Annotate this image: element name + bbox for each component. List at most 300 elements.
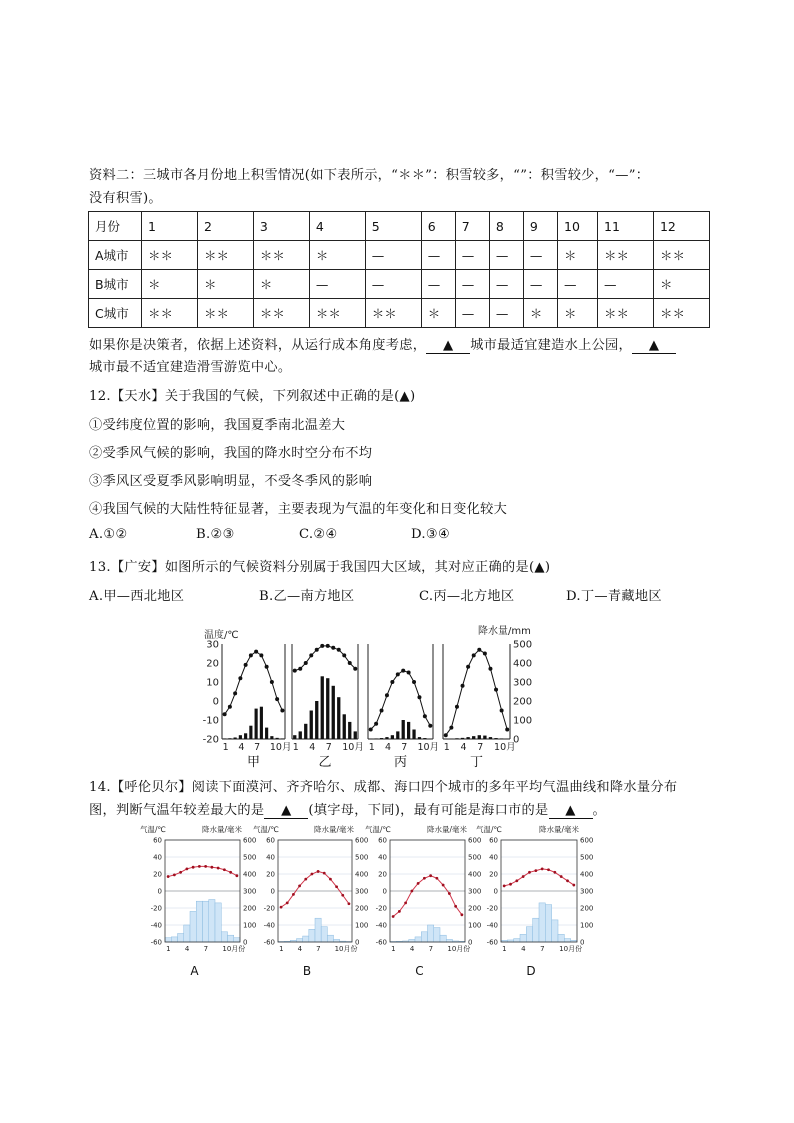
temp-point	[179, 871, 182, 874]
panel-name: D	[526, 964, 536, 978]
temp-point	[392, 915, 395, 918]
temp-tick-label: 20	[489, 870, 498, 879]
temp-tick-label: -60	[375, 938, 387, 947]
precip-bar	[472, 736, 475, 739]
month-tick-label: 1	[391, 945, 396, 953]
precip-bar	[165, 938, 171, 942]
precip-bar	[303, 936, 309, 942]
q13-choice-c[interactable]: C.丙—北方地区	[419, 589, 515, 604]
month-tick-label: 1	[502, 945, 507, 953]
temp-point	[369, 728, 373, 732]
precip-bar	[380, 738, 383, 739]
precip-bar	[354, 731, 357, 739]
month-tick-label: 4	[521, 945, 526, 953]
temp-point	[500, 709, 504, 713]
temp-tick-label: 20	[153, 870, 162, 879]
temp-point	[472, 653, 476, 657]
precip-bar	[260, 707, 263, 739]
table-cell: ＊	[309, 241, 365, 270]
temp-tick-label: -40	[375, 921, 387, 930]
precip-tick-label: 100	[355, 921, 369, 930]
answer-blank-1[interactable]: ▲	[426, 338, 470, 354]
precip-tick-label: 200	[355, 904, 369, 913]
temp-point	[348, 902, 351, 905]
temp-point	[293, 669, 297, 673]
month-tick-label: 10月	[269, 742, 292, 753]
month-tick-label: 7	[254, 742, 261, 753]
q13-choice-d[interactable]: D.丁—青藏地区	[566, 589, 662, 604]
temp-point	[503, 885, 506, 888]
temp-point	[337, 648, 341, 652]
month-tick-label: 4	[238, 742, 245, 753]
precip-tick-label: 0	[513, 734, 520, 746]
temp-point	[423, 877, 426, 880]
temp-tick-label: -60	[263, 938, 275, 947]
q12-stem: 12.【天水】关于我国的气候，下列叙述中正确的是(▲)	[89, 389, 416, 404]
precip-bar	[412, 730, 415, 740]
table-cell: —	[489, 241, 523, 270]
precip-bar	[265, 728, 268, 739]
month-tick-label: 4	[460, 742, 467, 753]
table-header-cell: 3	[253, 212, 309, 241]
temp-line	[295, 646, 356, 671]
table-cell: ＊	[197, 270, 253, 299]
temp-tick-label: 40	[153, 853, 162, 862]
precip-bar	[483, 736, 486, 739]
precip-tick-label: 500	[355, 853, 369, 862]
precip-bar	[203, 901, 209, 942]
month-tick-label: 7	[540, 945, 545, 953]
month-tick-label: 7	[316, 945, 321, 953]
temp-tick-label: -40	[263, 921, 275, 930]
temp-tick-label: -20	[375, 904, 387, 913]
temp-tick-label: -10	[202, 715, 219, 727]
q12-option-2: ②受季风气候的影响，我国的降水时空分布不均	[89, 446, 373, 461]
table-cell: C城市	[89, 299, 142, 328]
precip-bar	[494, 738, 497, 739]
table-cell: —	[365, 241, 421, 270]
temp-point	[435, 877, 438, 880]
temp-point	[385, 693, 389, 697]
temp-point	[444, 733, 448, 737]
temp-tick-label: 0	[270, 887, 275, 896]
table-cell: ＊＊	[142, 299, 198, 328]
table-cell: —	[523, 241, 557, 270]
q13-choice-b[interactable]: B.乙—南方地区	[259, 589, 355, 604]
precip-bar	[304, 724, 307, 739]
temp-point	[249, 653, 253, 657]
table-cell: ＊＊	[598, 241, 654, 270]
table-cell: —	[523, 270, 557, 299]
q12-option-1: ①受纬度位置的影响，我国夏季南北温差大	[89, 418, 346, 433]
table-header-cell: 4	[309, 212, 365, 241]
month-tick-label: 4	[184, 945, 190, 953]
temp-point	[553, 871, 556, 874]
temp-tick-label: 0	[157, 887, 162, 896]
precip-bar	[326, 678, 329, 739]
table-cell: ＊	[558, 299, 598, 328]
temp-point	[407, 671, 411, 675]
precip-bar	[310, 711, 313, 740]
temp-axis-title: 气温/℃	[365, 825, 391, 834]
temp-point	[217, 867, 220, 870]
precip-bar	[500, 738, 503, 739]
month-tick-label: 7	[325, 742, 332, 753]
temp-tick-label: 20	[206, 658, 219, 670]
precip-tick-label: 300	[468, 887, 482, 896]
temp-point	[410, 890, 413, 893]
temp-point	[454, 905, 457, 908]
precip-tick-label: 400	[355, 870, 369, 879]
precip-bar	[415, 937, 421, 942]
temp-point	[390, 680, 394, 684]
temp-point	[455, 705, 459, 709]
table-cell: A城市	[89, 241, 142, 270]
precip-bar	[428, 925, 434, 942]
temp-point	[292, 893, 295, 896]
panel-name: 丙	[393, 755, 408, 770]
table-row	[89, 241, 710, 270]
month-tick-label: 10月份	[447, 945, 471, 953]
temp-point	[167, 875, 170, 878]
month-tick-label: 4	[297, 945, 303, 953]
temp-tick-label: -60	[150, 938, 162, 947]
temp-point	[210, 866, 213, 869]
temp-point	[341, 894, 344, 897]
temp-point	[204, 865, 207, 868]
temp-point	[173, 873, 176, 876]
precip-bar	[239, 735, 242, 739]
temp-point	[286, 902, 289, 905]
precip-bar	[215, 903, 221, 942]
month-tick-label: 1	[368, 742, 375, 753]
temp-point	[329, 878, 332, 881]
temp-point	[477, 648, 481, 652]
table-row	[89, 270, 710, 299]
temp-point	[229, 871, 232, 874]
month-tick-label: 1	[222, 742, 229, 753]
precip-bar	[315, 918, 321, 942]
month-tick-label: 1	[166, 945, 171, 953]
precip-bar	[461, 738, 464, 739]
temp-point	[380, 709, 384, 713]
temp-point	[304, 878, 307, 881]
precip-bar	[221, 932, 227, 942]
q12-choice-c[interactable]: C.②④	[299, 527, 338, 542]
table-cell: ＊＊	[598, 299, 654, 328]
temp-tick-label: 0	[212, 696, 219, 708]
temp-point	[228, 705, 232, 709]
temp-point	[448, 892, 451, 895]
temp-point	[304, 661, 308, 665]
temp-point	[522, 875, 525, 878]
q13-stem: 13.【广安】如图所示的气候资料分别属于我国四大区域，其对应正确的是(▲)	[89, 560, 551, 575]
temp-point	[244, 663, 248, 667]
precip-tick-label: 200	[243, 904, 257, 913]
table-cell: ＊＊	[309, 299, 365, 328]
table-cell: ＊	[558, 241, 598, 270]
temp-tick-label: -20	[486, 904, 498, 913]
temp-tick-label: 0	[382, 887, 387, 896]
temp-point	[494, 688, 498, 692]
table-cell: —	[365, 270, 421, 299]
month-tick-label: 4	[409, 945, 415, 953]
table-cell: ＊＊	[142, 241, 198, 270]
precip-bar	[564, 939, 570, 942]
table-cell: ＊＊	[653, 299, 709, 328]
temp-line	[446, 650, 507, 736]
temp-point	[270, 680, 274, 684]
precip-bar	[539, 903, 545, 942]
precip-bar	[385, 737, 388, 739]
table-row	[89, 299, 710, 328]
decision-text-2: 城市最适宜建造水上公园，	[470, 338, 633, 353]
precip-bar	[455, 738, 458, 739]
panel-name: C	[415, 964, 424, 978]
temp-point	[298, 885, 301, 888]
temp-point	[223, 868, 226, 871]
precip-tick-label: 500	[513, 639, 533, 651]
temp-tick-label: 40	[266, 853, 275, 862]
table-cell: —	[455, 299, 489, 328]
precip-tick-label: 200	[580, 904, 594, 913]
precip-bar	[297, 939, 303, 942]
precip-bar	[375, 738, 378, 739]
table-cell: ＊＊	[197, 299, 253, 328]
temp-point	[342, 653, 346, 657]
q12-option-4: ④我国气候的大陆性特征显著，主要表现为气温的年变化和日变化较大	[89, 502, 508, 517]
table-header-cell: 2	[197, 212, 253, 241]
temp-tick-label: 30	[206, 639, 219, 651]
temp-point	[280, 709, 284, 713]
material2-line2: 没有积雪)。	[89, 191, 162, 206]
temp-point	[528, 871, 531, 874]
precip-bar	[402, 720, 405, 739]
temp-axis-title: 气温/℃	[140, 825, 166, 834]
table-cell: ＊	[653, 270, 709, 299]
material2-line1: 资料二：三城市各月份地上积雪情况(如下表所示，“＊＊”：积雪较多，“”：积雪较少，“—”：	[89, 168, 650, 183]
temp-point	[442, 884, 445, 887]
precip-bar	[520, 934, 526, 942]
precip-axis-title: 降水量/毫米	[202, 825, 243, 834]
temp-point	[320, 644, 324, 648]
temp-point	[428, 724, 432, 728]
precip-bar	[337, 697, 340, 739]
temp-point	[417, 882, 420, 885]
precip-bar	[171, 937, 177, 942]
temp-axis-title: 气温/℃	[476, 825, 502, 834]
precip-bar	[423, 738, 426, 739]
precip-bar	[234, 737, 237, 739]
q12-choice-d[interactable]: D.③④	[411, 527, 451, 542]
temp-point	[401, 669, 405, 673]
table-cell: ＊＊	[653, 241, 709, 270]
q14-answer-blank-1[interactable]: ▲	[264, 803, 308, 819]
precip-tick-label: 400	[580, 870, 594, 879]
table-header-cell: 5	[365, 212, 421, 241]
q14-text-3: 。	[592, 803, 607, 818]
month-tick-label: 1	[279, 945, 284, 953]
table-header-cell: 6	[421, 212, 455, 241]
table-header-cell: 8	[489, 212, 523, 241]
temp-point	[238, 676, 242, 680]
temp-point	[449, 726, 453, 730]
temp-line	[225, 652, 283, 715]
temp-point	[509, 883, 512, 886]
temp-tick-label: 60	[378, 836, 387, 845]
precip-bar	[234, 938, 240, 942]
answer-blank-2[interactable]: ▲	[632, 338, 676, 354]
precip-bar	[244, 733, 247, 739]
table-cell: ＊	[142, 270, 198, 299]
precip-tick-label: 100	[243, 921, 257, 930]
precip-tick-label: 600	[580, 836, 594, 845]
temp-tick-label: -40	[486, 921, 498, 930]
precip-tick-label: 300	[513, 677, 533, 689]
precip-bar	[299, 731, 302, 739]
q12-choice-a[interactable]: A.①②	[89, 527, 128, 542]
temp-tick-label: 0	[493, 887, 498, 896]
precip-tick-label: 100	[580, 921, 594, 930]
precip-bar	[489, 737, 492, 739]
q14-answer-blank-2[interactable]: ▲	[549, 803, 593, 819]
precip-bar	[552, 920, 558, 942]
precip-bar	[270, 736, 273, 739]
precip-bar	[327, 935, 333, 942]
temp-point	[317, 870, 320, 873]
temp-point	[404, 902, 407, 905]
q14-line2	[89, 799, 606, 819]
precip-bar	[558, 934, 564, 942]
temp-tick-label: 20	[266, 870, 275, 879]
temp-point	[515, 879, 518, 882]
precip-bar	[396, 731, 399, 739]
panel-name: B	[302, 964, 312, 978]
precip-tick-label: 200	[468, 904, 482, 913]
precip-tick-label: 500	[243, 853, 257, 862]
temp-point	[185, 868, 188, 871]
temp-tick-label: -20	[263, 904, 275, 913]
precip-bar	[391, 735, 394, 739]
temp-tick-label: 60	[489, 836, 498, 845]
panel-name: A	[190, 964, 199, 978]
temp-point	[412, 680, 416, 684]
precip-bar	[478, 735, 481, 739]
precip-bar	[533, 918, 539, 942]
precip-tick-label: 0	[580, 938, 585, 947]
month-tick-label: 7	[428, 945, 434, 953]
temp-point	[331, 646, 335, 650]
precip-bar	[255, 709, 258, 739]
panel-name: 甲	[246, 755, 261, 770]
temp-line	[371, 671, 431, 730]
q12-choice-b[interactable]: B.②③	[196, 527, 235, 542]
decision-text-1: 如果你是决策者，依据上述资料，从运行成本角度考虑，	[89, 338, 427, 353]
table-cell: ＊＊	[197, 241, 253, 270]
table-header-cell: 1	[142, 212, 198, 241]
temp-point	[353, 667, 357, 671]
precip-tick-label: 500	[580, 853, 594, 862]
precip-tick-label: 600	[243, 836, 257, 845]
temp-point	[235, 874, 238, 877]
precip-tick-label: 0	[243, 938, 248, 947]
climate-chart-q14	[140, 822, 610, 982]
table-cell: —	[558, 270, 598, 299]
precip-axis-title: 降水量/mm	[478, 626, 531, 637]
temp-point	[488, 667, 492, 671]
temp-point	[417, 695, 421, 699]
table-cell: —	[455, 270, 489, 299]
precip-bar	[315, 701, 318, 739]
decision-line2: 城市最不适宜建造滑雪游览中心。	[89, 360, 292, 375]
temp-point	[541, 868, 544, 871]
q13-choice-a[interactable]: A.甲—西北地区	[89, 589, 185, 604]
temp-point	[198, 865, 201, 868]
precip-tick-label: 300	[243, 887, 257, 896]
precip-tick-label: 500	[468, 853, 482, 862]
month-tick-label: 10月	[494, 742, 516, 753]
temp-point	[275, 697, 279, 701]
temp-point	[396, 672, 400, 676]
temp-point	[311, 873, 314, 876]
month-tick-label: 10月	[342, 742, 364, 753]
table-cell: ＊	[523, 299, 557, 328]
temp-point	[254, 650, 258, 654]
temp-point	[323, 872, 326, 875]
month-tick-label: 1	[443, 742, 450, 753]
table-cell: ＊＊	[253, 299, 309, 328]
month-tick-label: 7	[477, 742, 484, 753]
table-header-cell: 月份	[89, 212, 142, 241]
table-header-cell: 7	[455, 212, 489, 241]
temp-point	[429, 874, 432, 877]
precip-bar	[421, 932, 427, 942]
month-tick-label: 4	[384, 742, 392, 753]
precip-bar	[407, 722, 410, 739]
temp-point	[280, 906, 283, 909]
temp-point	[223, 712, 227, 716]
temp-tick-label: 10	[206, 677, 219, 689]
table-cell: —	[598, 270, 654, 299]
precip-bar	[545, 905, 551, 942]
precip-bar	[514, 939, 520, 942]
precip-tick-label: 100	[513, 715, 533, 727]
precip-bar	[293, 735, 296, 739]
temp-point	[547, 868, 550, 871]
precip-tick-label: 0	[468, 938, 473, 947]
temp-point	[309, 653, 313, 657]
temp-tick-label: 60	[266, 836, 275, 845]
precip-bar	[249, 726, 252, 739]
precip-bar	[309, 929, 315, 942]
climate-chart-q13	[200, 622, 533, 770]
precip-bar	[321, 927, 327, 942]
precip-tick-label: 600	[468, 836, 482, 845]
precip-bar	[343, 714, 346, 739]
month-tick-label: 10月份	[222, 945, 246, 953]
temp-point	[335, 885, 338, 888]
temp-tick-label: -20	[150, 904, 162, 913]
table-cell: —	[455, 241, 489, 270]
temp-point	[315, 648, 319, 652]
precip-bar	[190, 911, 196, 942]
temp-point	[348, 661, 352, 665]
table-cell: —	[309, 270, 365, 299]
table-cell: ＊	[253, 270, 309, 299]
temp-point	[374, 722, 378, 726]
temp-axis-title: 温度/℃	[204, 630, 239, 641]
precip-tick-label: 200	[513, 696, 533, 708]
